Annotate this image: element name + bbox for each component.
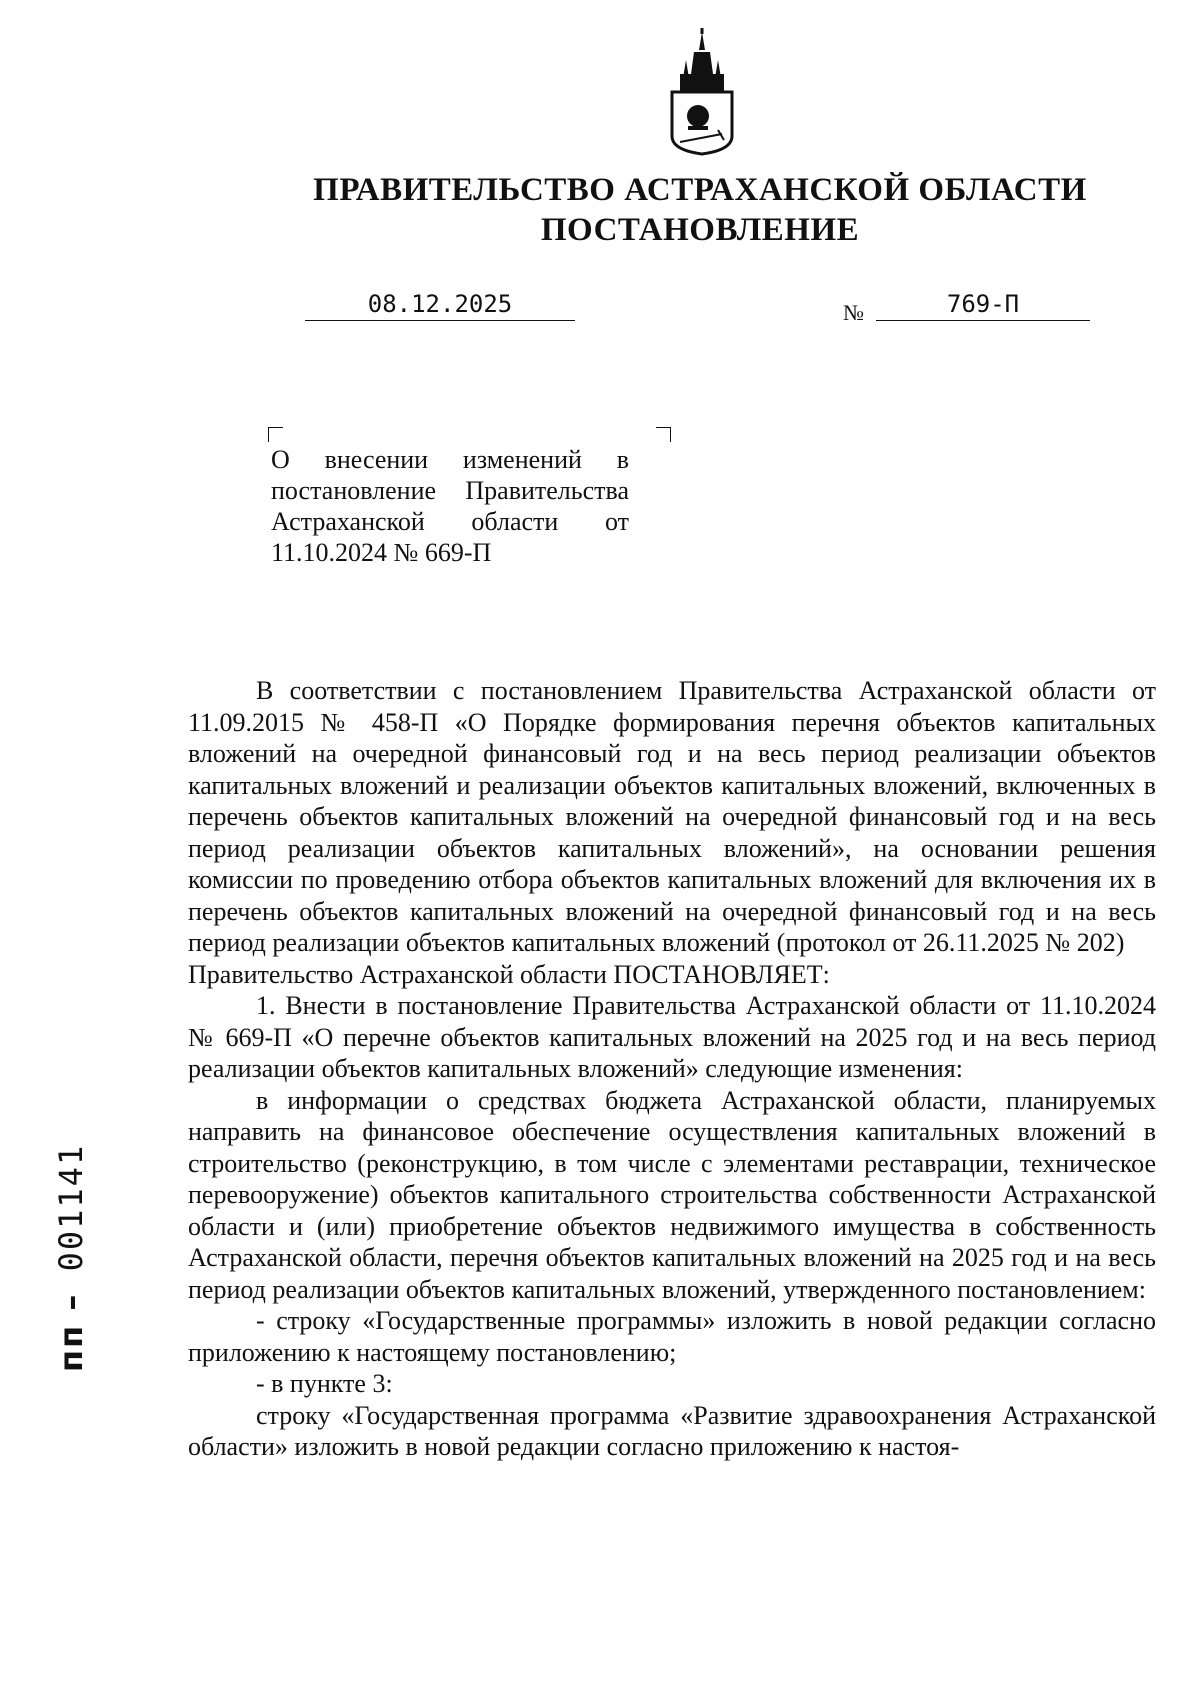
stamp-code: 001141 (52, 1143, 90, 1272)
body-paragraph: Правительство Астраханской области ПОСТАНОВЛЯЕТ: (188, 959, 830, 989)
coat-of-arms-icon (666, 28, 738, 158)
stamp-prefix: пп – (52, 1292, 90, 1372)
government-title: ПРАВИТЕЛЬСТВО АСТРАХАНСКОЙ ОБЛАСТИ (313, 172, 1087, 208)
document-type-title: ПОСТАНОВЛЕНИЕ (540, 212, 860, 248)
number-label: № (843, 300, 864, 325)
document-number: 769-П (876, 290, 1090, 321)
body-paragraph: - в пункте 3: (256, 1369, 393, 1398)
body-paragraph: В соответствии с постановлением Правительства Астраханской области от 11.09.2015 № 458-П «О Порядке формирования перечня объектов капитальных вложений на очередной финансовый год и на весь период реализации объектов капитальных вложений и реализации объектов капитальных вложений, включенных в перечень объектов капитальных вложений на очередной финансовый год и на весь период реализации объектов капитальных вложений», на основании решения комиссии по проведению отбора объектов капитальных вложений для включения их в перечень объектов капитальных вложений на очередной финансовый год и на весь период реализации объектов капитальных вложений (протокол от 26.11.2025 № 202) (188, 676, 1156, 957)
body-paragraph: - строку «Государственные программы» изложить в новой редакции согласно приложению к настоящему постановлению; (188, 1306, 1156, 1367)
document-date: 08.12.2025 (305, 290, 575, 321)
body-paragraph: строку «Государственная программа «Развитие здравоохранения Астраханской области» изложить в новой редакции согласно приложению к настоя- (188, 1400, 1156, 1461)
body-paragraph: 1. Внести в постановление Правительства Астраханской области от 11.10.2024 № 669-П «О перечне объектов капитальных вложений на 2025 год и на весь период реализации объектов капитальных вложений» следующие изменения: (188, 991, 1156, 1083)
side-registration-stamp (52, 1072, 92, 1372)
document-body (188, 675, 1156, 1463)
document-subject: О внесении изменений в постановление Правительства Астраханской области от 11.10.2024 № 669-П (271, 445, 629, 567)
subject-corner-left (268, 427, 283, 442)
subject-corner-right (656, 427, 671, 442)
body-paragraph: в информации о средствах бюджета Астраханской области, планируемых направить на финансовое обеспечение осуществления капитальных вложений в строительство (реконструкцию, в том числе с элементами реставрации, техническое перевооружение) объектов капитального строительства собственности Астраханской области и (или) приобретение объектов недвижимого имущества в собственность Астраханской области, перечня объектов капитальных вложений на 2025 год и на весь период реализации объектов капитальных вложений, утвержденного постановлением: (188, 1085, 1156, 1304)
